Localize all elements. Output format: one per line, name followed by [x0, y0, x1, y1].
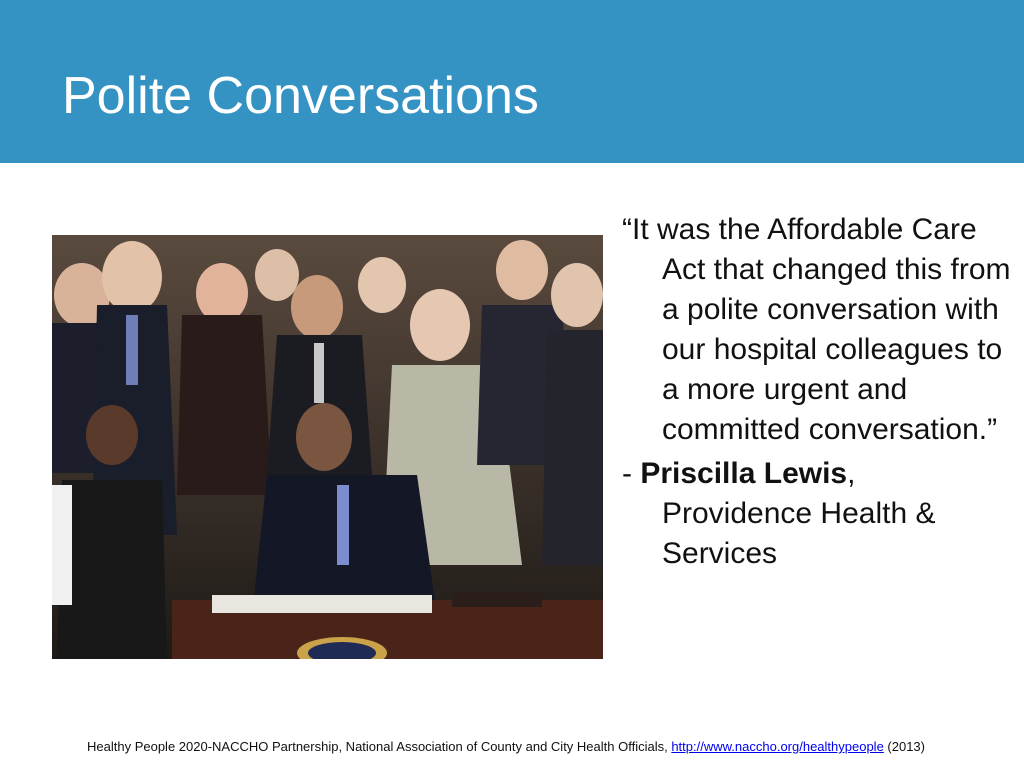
attribution-comma: , — [847, 457, 856, 490]
quote-block — [622, 210, 1012, 574]
bill-signing-photo — [52, 235, 603, 659]
footer-citation — [87, 738, 1017, 756]
quote-author: Priscilla Lewis — [640, 457, 848, 490]
quote-text: “It was the Affordable Care Act that changed this from a polite conversation with our hospital colleagues to a more urgent and committed conversation.” — [622, 213, 1011, 446]
attribution-dash: - — [622, 457, 641, 490]
slide-title: Polite Conversations — [62, 67, 539, 125]
citation-year: (2013) — [883, 739, 925, 754]
quote-affiliation: Providence Health & Services — [662, 497, 936, 570]
citation-link[interactable]: http://www.naccho.org/healthypeople — [671, 739, 884, 754]
citation-text: Healthy People 2020-NACCHO Partnership, National Association of County and City Health Officials, — [87, 739, 672, 754]
quote-attribution — [622, 454, 1012, 574]
title-bar — [0, 0, 1024, 163]
